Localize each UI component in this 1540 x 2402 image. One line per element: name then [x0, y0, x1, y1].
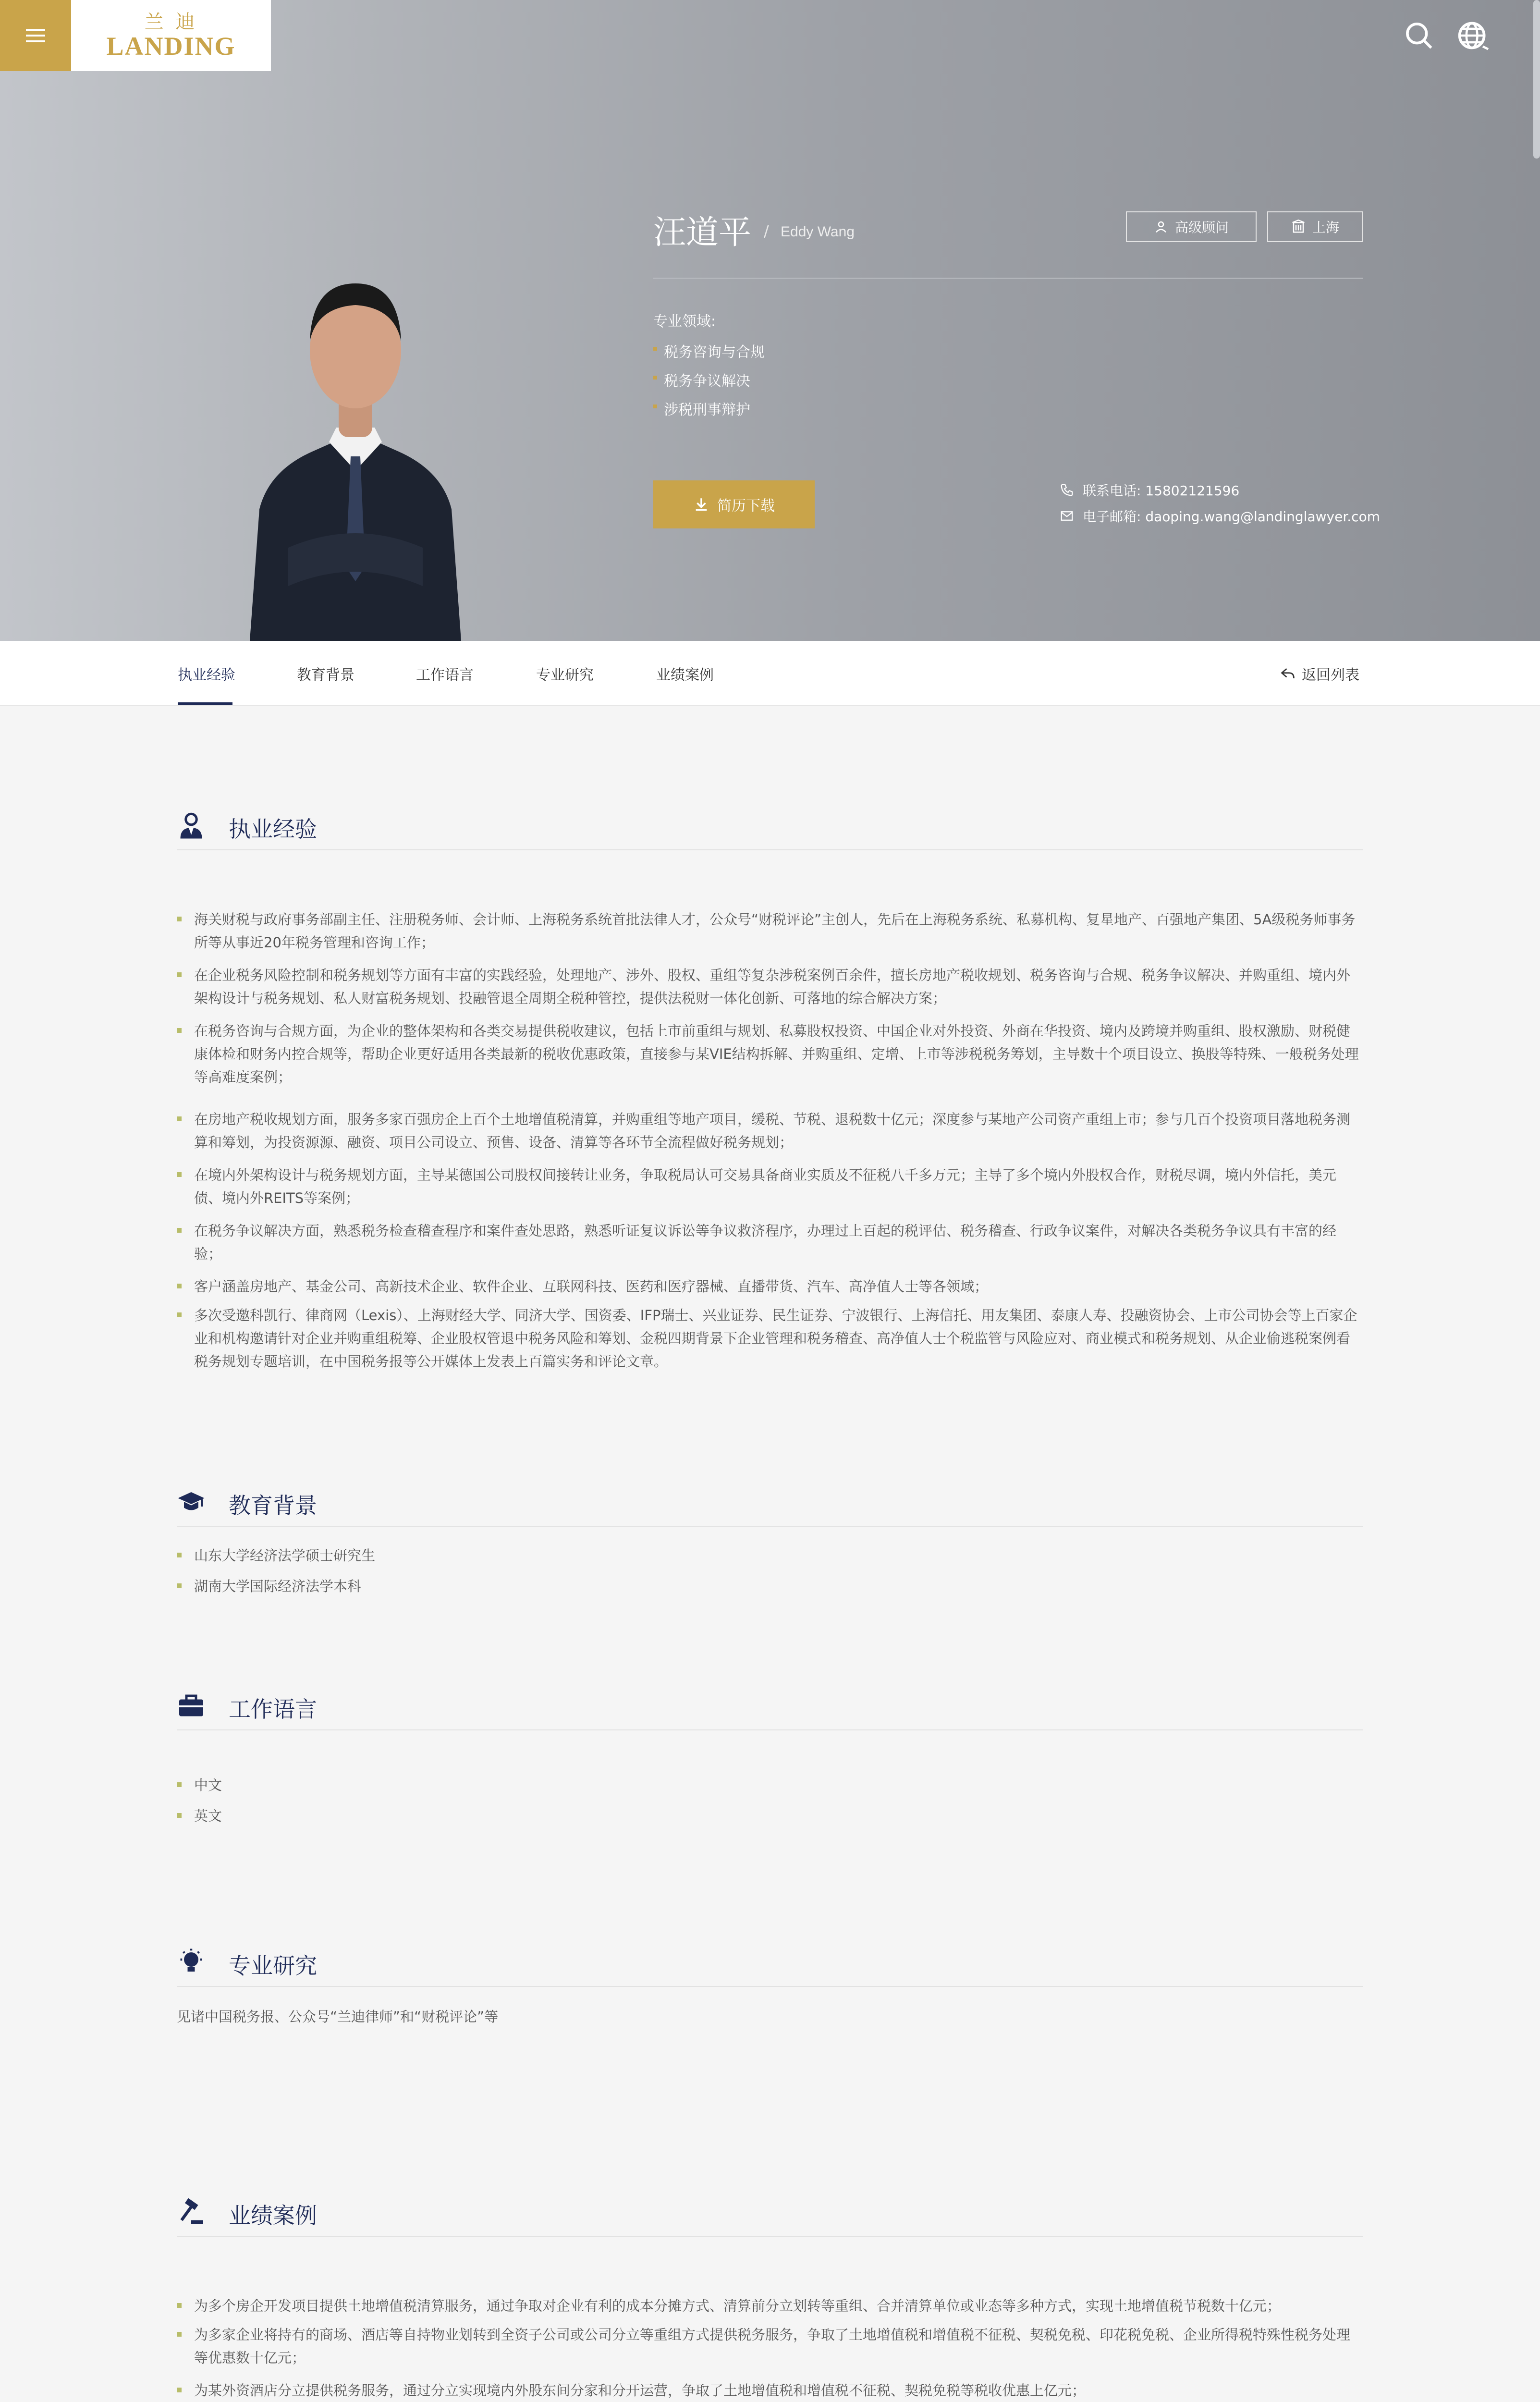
tab-research[interactable]: 专业研究 — [536, 667, 594, 684]
section-title: 工作语言 — [229, 1696, 317, 1722]
language-globe-icon[interactable] — [1455, 19, 1491, 52]
experience-item: 客户涵盖房地产、基金公司、高新技术企业、软件企业、互联网科技、医药和医疗器械、直播带货、汽车、高净值人士等各领域； — [194, 1275, 1361, 1298]
logo-en: LANDING — [106, 32, 236, 61]
section-header — [177, 797, 1363, 850]
menu-button[interactable] — [0, 0, 71, 71]
education-item: 湖南大学国际经济法学本科 — [194, 1575, 1361, 1598]
experience-item: 在税务争议解决方面，熟悉税务检查稽查程序和案件查处思路，熟悉听证复议诉讼等争议救济程序，办理过上百起的税评估、税务稽查、行政争议案件，对解决各类税务争议具有丰富的经验； — [194, 1219, 1361, 1265]
experience-item: 在税务咨询与合规方面，为企业的整体架构和各类交易提供税收建议，包括上市前重组与规划、私募股权投资、中国企业对外投资、外商在华投资、境内及跨境并购重组、股权激励、财税健康体检和财务内控合规等，帮助企业更好适用各类最新的税收优惠政策，直接参与某VIE结构拆解、并购重组、定增、上市等涉税税务筹划，主导数十个项目设立、换股等特殊、一般税务处理等高难度案例； — [194, 1019, 1361, 1089]
name-separator: / — [764, 222, 769, 240]
briefcase-icon — [177, 1691, 206, 1720]
hamburger-icon — [26, 28, 45, 43]
back-to-list-label: 返回列表 — [1302, 667, 1359, 684]
tab-education[interactable]: 教育背景 — [297, 667, 354, 684]
experience-item: 在企业税务风险控制和税务规划等方面有丰富的实践经验，处理地产、涉外、股权、重组等复杂涉税案例百余件，擅长房地产税收规划、税务咨询与合规、税务争议解决、并购重组、境内外架构设计与税务规划、私人财富税务规划、投融管退全周期全税种管控，提供法税财一体化创新、可落地的综合解决方案； — [194, 964, 1361, 1010]
contact-phone-text: 联系电话: 15802121596 — [1083, 483, 1240, 499]
active-tab-indicator — [178, 702, 232, 705]
case-item: 为多个房企开发项目提供土地增值税清算服务，通过争取对企业有利的成本分摊方式、清算前分立划转等重组、合并清算单位或业态等多种方式，实现土地增值税节税数十亿元； — [194, 2294, 1361, 2317]
cases-section — [177, 2184, 1363, 2402]
section-header — [177, 1934, 1363, 1987]
language-item: 英文 — [194, 1804, 1361, 1827]
experience-item: 在境内外架构设计与税务规划方面，主导某德国公司股权间接转让业务，争取税局认可交易具备商业实质及不征税八千多万元；主导了多个境内外股权合作，财税尽调，境内外信托，美元债、境内外REITS等案例； — [194, 1164, 1361, 1210]
back-arrow-icon — [1281, 667, 1295, 680]
user-icon — [1154, 220, 1168, 234]
contact-email-text: 电子邮箱: daoping.wang@landinglawyer.com — [1083, 509, 1380, 525]
section-title: 专业研究 — [229, 1953, 317, 1979]
hero-divider — [653, 278, 1363, 279]
building-icon — [1291, 220, 1306, 234]
lawyer-name-en: Eddy Wang — [781, 224, 855, 240]
profile-tab-bar — [0, 641, 1540, 706]
tab-language[interactable]: 工作语言 — [416, 667, 474, 684]
language-item: 中文 — [194, 1774, 1361, 1797]
contact-email[interactable] — [1060, 506, 1380, 526]
tab-experience[interactable]: 执业经验 — [178, 667, 235, 684]
profile-content — [0, 706, 1540, 2402]
section-title: 业绩案例 — [229, 2203, 317, 2229]
search-icon[interactable] — [1403, 19, 1435, 52]
back-to-list-link[interactable] — [1281, 663, 1359, 684]
research-text: 见诸中国税务报、公众号“兰迪律师”和“财税评论”等 — [177, 2009, 499, 2025]
experience-item: 在房地产税收规划方面，服务多家百强房企上百个土地增值税清算，并购重组等地产项目，缓税、节税、退税数十亿元；深度参与某地产公司资产重组上市；参与几百个投资项目落地税务测算和筹划，为投资源源、融资、项目公司设立、预售、设备、清算等各环节全流程做好税务规划； — [194, 1108, 1361, 1154]
section-title: 教育背景 — [229, 1493, 317, 1519]
lightbulb-icon — [177, 1948, 206, 1976]
research-section — [177, 1934, 1363, 2030]
specialty-item: 涉税刑事辩护 — [664, 398, 750, 419]
gavel-icon — [177, 2197, 206, 2226]
graduation-cap-icon — [177, 1487, 206, 1516]
section-header — [177, 1474, 1363, 1527]
specialty-title: 专业领域: — [653, 313, 716, 330]
specialty-item: 税务咨询与合规 — [664, 340, 765, 361]
lawyer-name-cn: 汪道平 — [653, 214, 752, 252]
case-item: 为多家企业将持有的商场、酒店等自持物业划转到全资子公司或公司分立等重组方式提供税务服务，争取了土地增值税和增值税不征税、契税免税、印花税免税、企业所得税特殊性税务处理等优惠数十亿元； — [194, 2323, 1361, 2369]
education-section — [177, 1474, 1363, 1628]
office-label: 上海 — [1312, 220, 1339, 235]
office-badge-button[interactable] — [1267, 211, 1363, 242]
section-header — [177, 2184, 1363, 2237]
site-header — [0, 0, 1540, 71]
language-section — [177, 1678, 1363, 1831]
case-item: 为某外资酒店分立提供税务服务，通过分立实现境内外股东间分家和分开运营，争取了土地增值税和增值税不征税、契税免税等税收优惠上亿元； — [194, 2379, 1361, 2402]
logo-cn: 兰 迪 — [144, 11, 198, 33]
profile-hero — [0, 0, 1540, 641]
contact-phone — [1060, 480, 1239, 500]
site-logo[interactable] — [71, 0, 271, 71]
experience-item: 海关财税与政府事务部副主任、注册税务师、会计师、上海税务系统首批法律人才，公众号“财税评论”主创人，先后在上海税务系统、私募机构、复星地产、百强地产集团、5A级税务师事务所等从事近20年税务管理和咨询工作； — [194, 908, 1361, 954]
specialty-item: 税务争议解决 — [664, 369, 750, 390]
phone-icon — [1060, 483, 1074, 497]
resume-download-button[interactable] — [653, 480, 815, 528]
experience-item: 多次受邀科凯行、律商网（Lexis）、上海财经大学、同济大学、国资委、IFP瑞士、兴业证券、民生证券、宁波银行、上海信托、用友集团、泰康人寿、投融资协会、上市公司协会等上百家企业和机构邀请针对企业并购重组税筹、企业股权管退中税务风险和筹划、金税四期背景下企业管理和税务稽查、高净值人士个税监管与风险应对、商业模式和税务规划、从企业偷逃税案例看税务规划专题培训，在中国税务报等公开媒体上发表上百篇实务和评论文章。 — [194, 1304, 1361, 1373]
resume-download-label: 简历下载 — [717, 498, 775, 515]
title-badge-button[interactable] — [1126, 211, 1257, 242]
lawyer-portrait — [231, 202, 480, 641]
section-title: 执业经验 — [229, 816, 317, 842]
mail-icon — [1060, 509, 1074, 523]
section-header — [177, 1678, 1363, 1730]
lawyer-icon — [177, 811, 206, 840]
download-icon — [693, 496, 709, 513]
title-label: 高级顾问 — [1174, 220, 1229, 235]
tab-cases[interactable]: 业绩案例 — [656, 667, 714, 684]
education-item: 山东大学经济法学硕士研究生 — [194, 1544, 1361, 1567]
